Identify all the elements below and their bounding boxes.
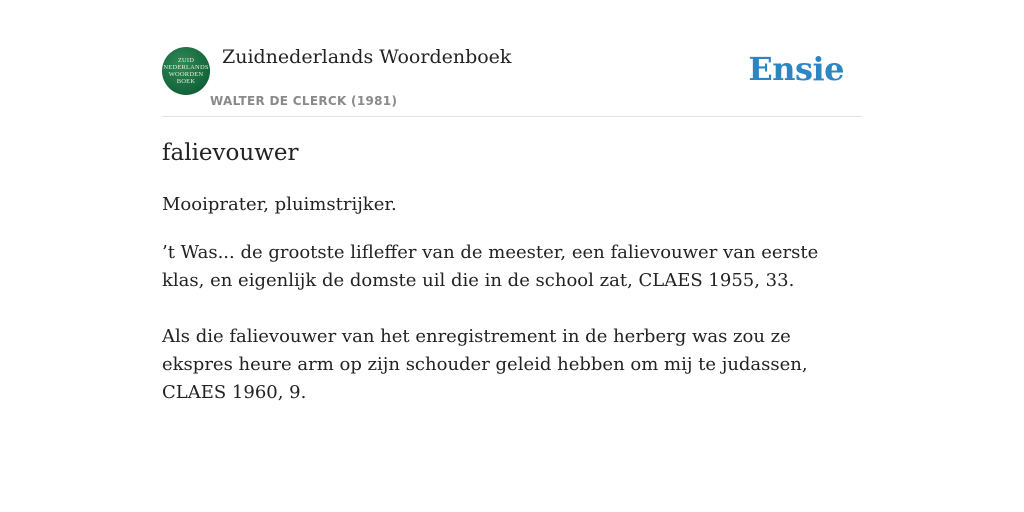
logo-line-4: BOEK — [176, 78, 196, 85]
dictionary-logo[interactable] — [162, 47, 210, 95]
dictionary-author: WALTER DE CLERCK (1981) — [210, 94, 398, 108]
logo-line-2: NEDERLANDS — [163, 64, 209, 71]
dictionary-header — [162, 0, 862, 117]
dictionary-title[interactable]: Zuidnederlands Woordenboek — [222, 46, 512, 68]
ensie-logo-link[interactable]: Ensie — [748, 50, 844, 88]
entry-examples — [162, 239, 862, 435]
example-quote-2: Als die falievouwer van het enregistrement in de herberg was zou ze ekspres heure arm op zijn schouder geleid hebben om mij te judassen, CLAES 1960, 9. — [162, 326, 808, 403]
entry-headword: falievouwer — [162, 140, 299, 166]
logo-line-1: ZUID — [177, 57, 195, 64]
entry-definition: Mooiprater, pluimstrijker. — [162, 194, 397, 215]
example-quote-1: ’t Was... de grootste lifleffer van de meester, een falievouwer van eerste klas, en eigenlijk de domste uil die in de school zat, CLAES 1955, 33. — [162, 242, 819, 291]
logo-line-3: WOORDEN — [168, 71, 204, 78]
